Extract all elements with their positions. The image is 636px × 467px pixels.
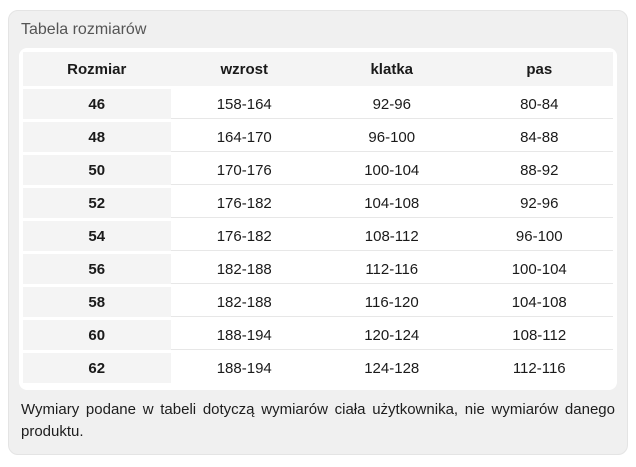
cell-measurement: 182-188 xyxy=(171,287,319,320)
table-row xyxy=(23,353,613,386)
cell-size: 58 xyxy=(23,287,171,320)
cell-measurement: 176-182 xyxy=(171,188,319,221)
cell-measurement: 108-112 xyxy=(318,221,466,254)
cell-measurement: 92-96 xyxy=(466,188,614,221)
cell-size: 62 xyxy=(23,353,171,386)
cell-measurement: 170-176 xyxy=(171,155,319,188)
cell-measurement: 80-84 xyxy=(466,89,614,122)
cell-measurement: 84-88 xyxy=(466,122,614,155)
cell-measurement: 112-116 xyxy=(318,254,466,287)
cell-size: 48 xyxy=(23,122,171,155)
column-header-klatka: klatka xyxy=(318,52,466,89)
table-row xyxy=(23,320,613,353)
cell-measurement: 182-188 xyxy=(171,254,319,287)
cell-measurement: 96-100 xyxy=(466,221,614,254)
cell-measurement: 100-104 xyxy=(318,155,466,188)
cell-measurement: 88-92 xyxy=(466,155,614,188)
cell-measurement: 158-164 xyxy=(171,89,319,122)
size-table xyxy=(23,52,613,386)
cell-measurement: 124-128 xyxy=(318,353,466,386)
size-table-panel xyxy=(8,10,628,455)
panel-title: Tabela rozmiarów xyxy=(21,21,147,38)
cell-size: 56 xyxy=(23,254,171,287)
cell-measurement: 164-170 xyxy=(171,122,319,155)
cell-measurement: 100-104 xyxy=(466,254,614,287)
table-row xyxy=(23,89,613,122)
cell-measurement: 108-112 xyxy=(466,320,614,353)
cell-size: 50 xyxy=(23,155,171,188)
cell-size: 60 xyxy=(23,320,171,353)
footer-note: Wymiary podane w tabeli dotyczą wymiarów ciała użytkownika, nie wymiarów danego produktu. xyxy=(21,401,615,440)
table-row xyxy=(23,221,613,254)
header-row xyxy=(23,52,613,89)
cell-measurement: 112-116 xyxy=(466,353,614,386)
cell-measurement: 176-182 xyxy=(171,221,319,254)
table-row xyxy=(23,188,613,221)
cell-measurement: 104-108 xyxy=(466,287,614,320)
table-row xyxy=(23,254,613,287)
column-header-pas: pas xyxy=(466,52,614,89)
cell-measurement: 92-96 xyxy=(318,89,466,122)
cell-measurement: 188-194 xyxy=(171,320,319,353)
size-table-body xyxy=(23,89,613,386)
size-table-card xyxy=(19,48,617,390)
cell-measurement: 188-194 xyxy=(171,353,319,386)
cell-size: 54 xyxy=(23,221,171,254)
table-row xyxy=(23,155,613,188)
cell-measurement: 120-124 xyxy=(318,320,466,353)
cell-size: 46 xyxy=(23,89,171,122)
column-header-wzrost: wzrost xyxy=(171,52,319,89)
cell-measurement: 104-108 xyxy=(318,188,466,221)
cell-size: 52 xyxy=(23,188,171,221)
table-row xyxy=(23,287,613,320)
table-row xyxy=(23,122,613,155)
column-header-rozmiar: Rozmiar xyxy=(23,52,171,89)
cell-measurement: 116-120 xyxy=(318,287,466,320)
cell-measurement: 96-100 xyxy=(318,122,466,155)
